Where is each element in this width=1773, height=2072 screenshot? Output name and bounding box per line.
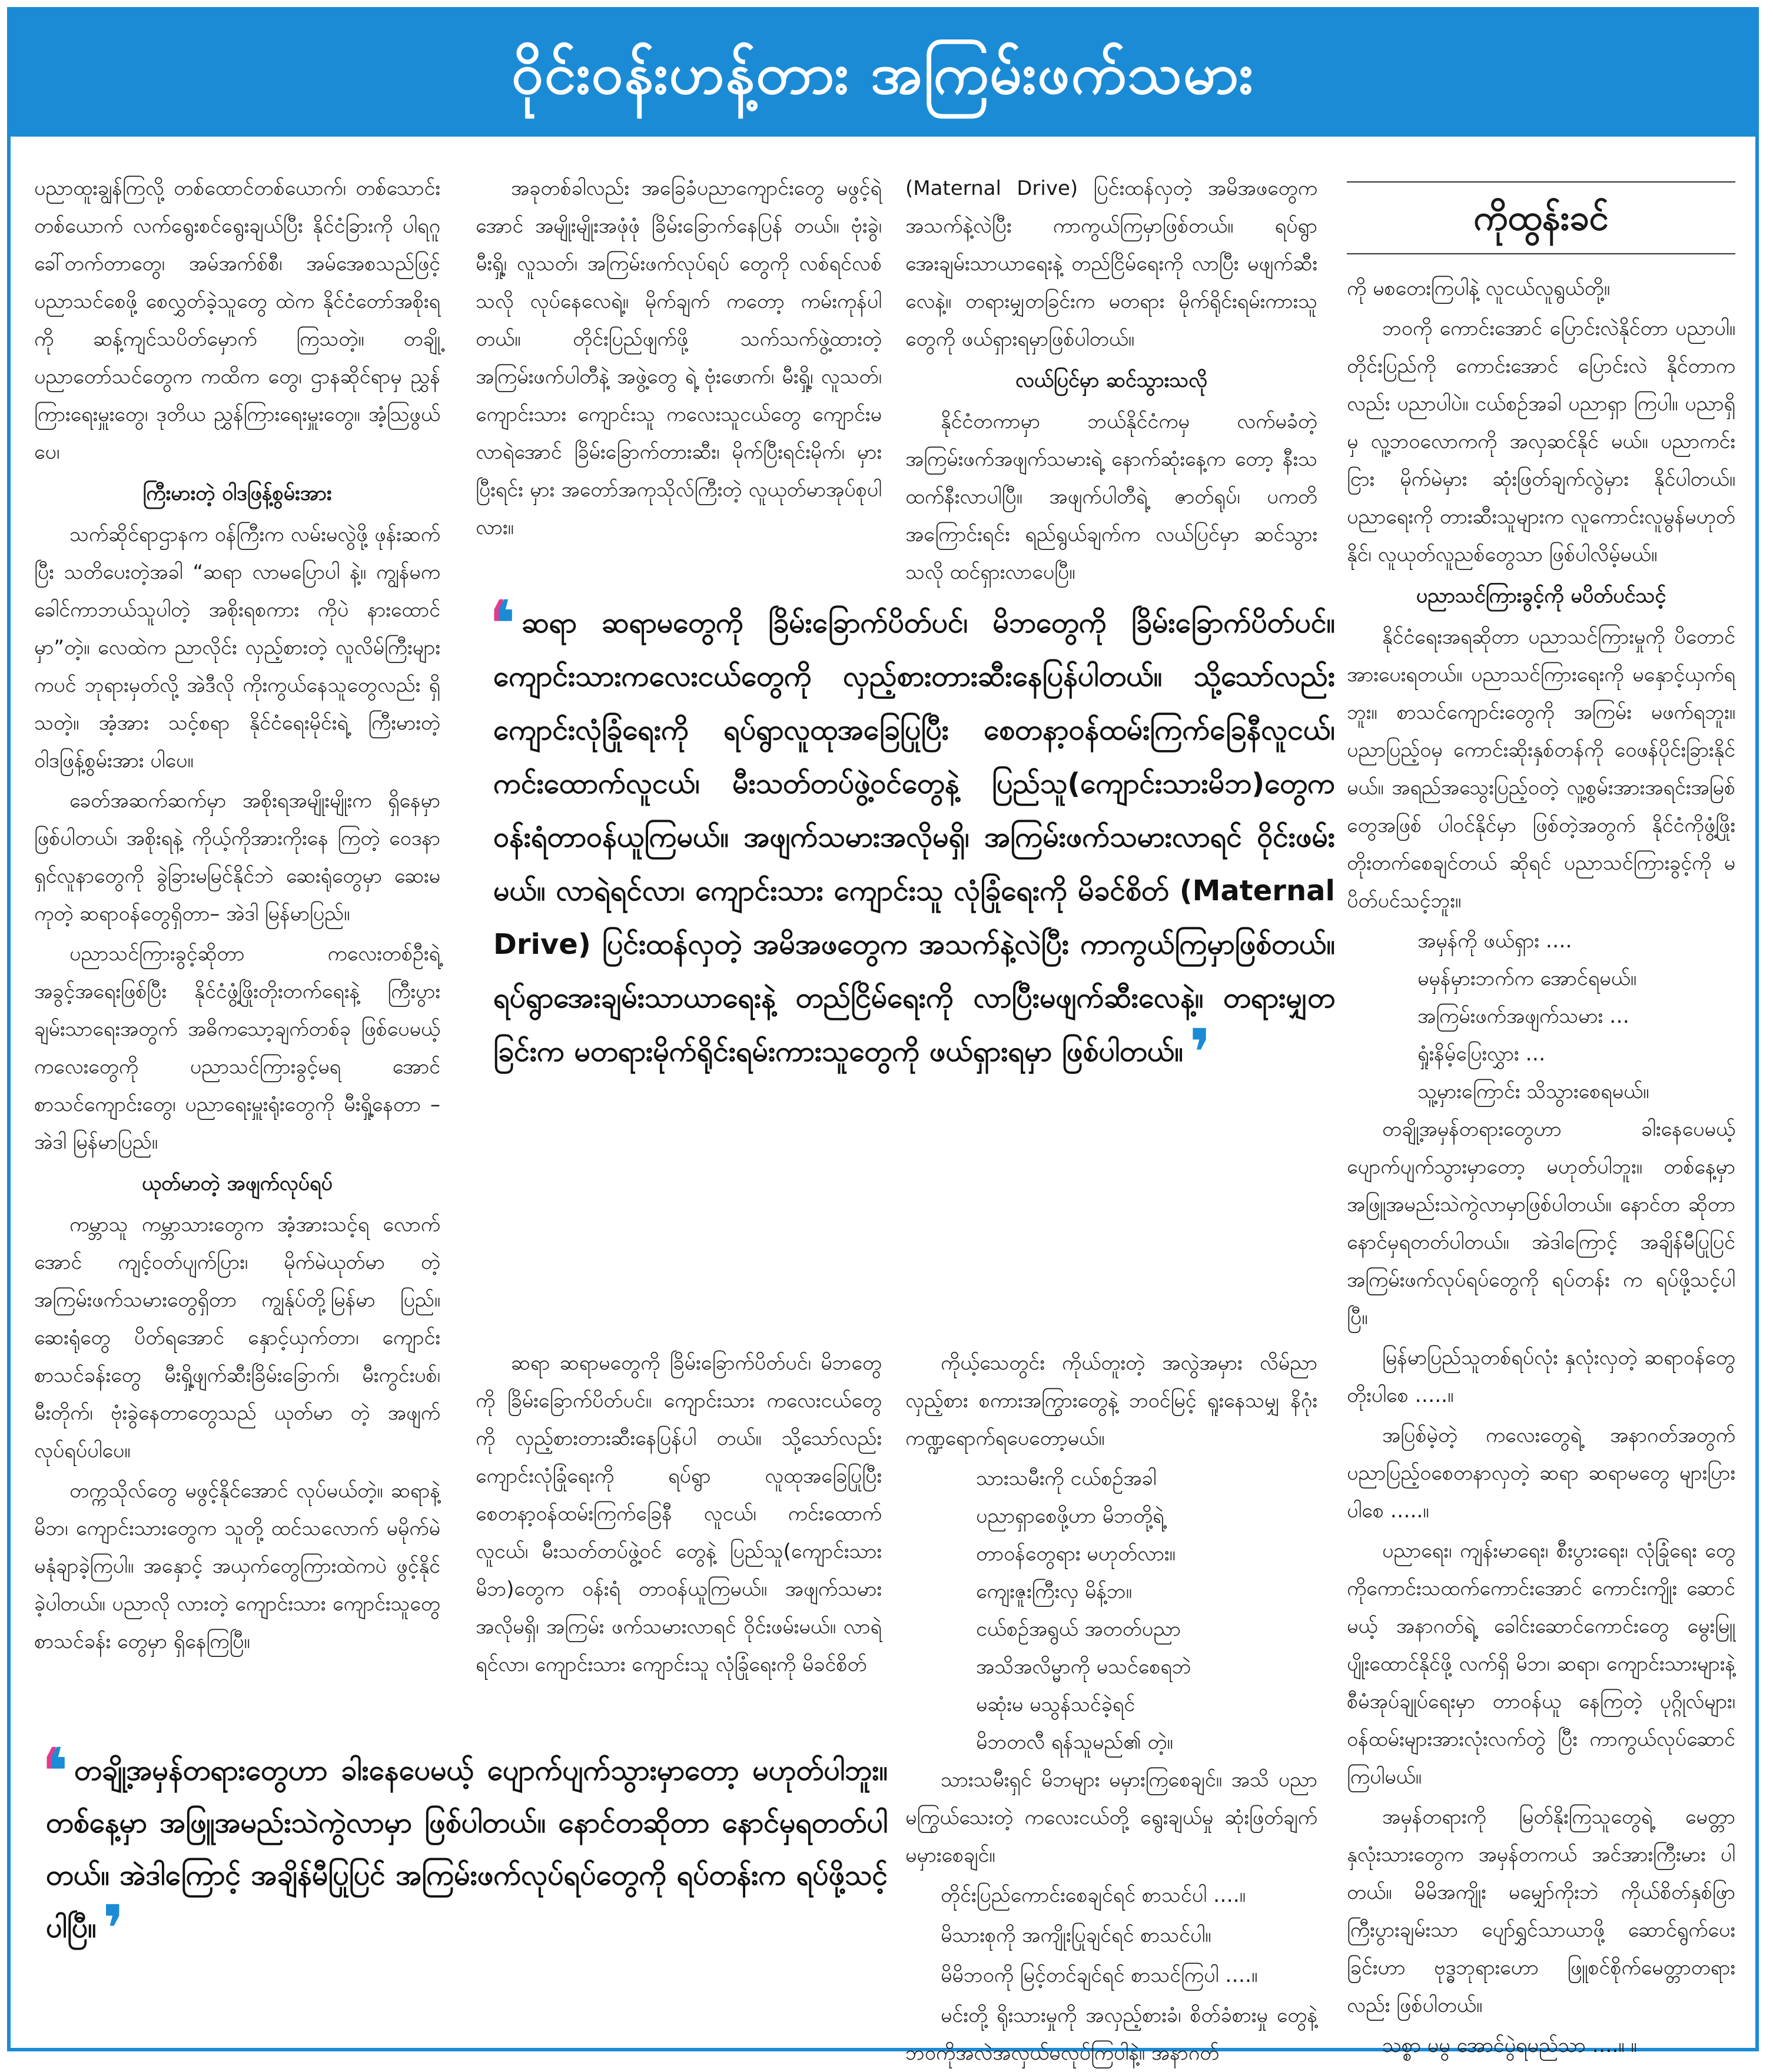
column-3 [905, 170, 1317, 582]
column-5 [476, 1344, 882, 1727]
paragraph: သားသမီးရှင် မိဘများ မမှားကြစေချင်။ အသိ ပညာ မကြွယ်သေးတဲ့ ကလေးငယ်တို့ ရွေးချယ်မှု ဆုံးဖြတ်ချက် မမှားစေချင်။ [905, 1768, 1317, 1867]
open-quote-icon: ❛ [46, 1734, 69, 1809]
pull-quote [493, 586, 1335, 1090]
paragraph: အမှန်တရားကို မြတ်နိုးကြသူတွေရဲ့ မေတ္တာ နှလုံးသားတွေက အမှန်တကယ် အင်အားကြီးမား ပါတယ်။ မိမိအကျိုး မမျှော်ကိုးဘဲ ကိုယ်စိတ်နှစ်ဖြာ ကြီးပွားချမ်းသာ ပျော်ရွှင်သာယာဖို့ ဆောင်ရွက်ပေး ခြင်းဟာ ဗုဒ္ဓဘုရားဟော ဖြူစင်စိုက်မေတ္တာတရား လည်း ဖြစ်ပါတယ်။ [1347, 1805, 1735, 2017]
verse-line: မမှန်မှားဘက်က အောင်ရမယ်။ [1417, 967, 1636, 990]
close-quote-icon: ❜ [102, 1891, 125, 1967]
paragraph: သစ္စာ မမွ အောင်ပွဲရမည်သာ ….။ ။ [1382, 2034, 1637, 2057]
paragraph: သက်ဆိုင်ရာဌာနက ဝန်ကြီးက လမ်းမလွဲဖို့ ဖုန်းဆက်ပြီး သတိပေးတဲ့အခါ “ဆရာ လာမပြောပါ နဲ့။ ကျွန်မက ခေါင်ကာဘယ်သူပါတဲ့ အစိုးရစကား ကိုပဲ နားထောင်မှာ”တဲ့။ လေထဲက ညာလိုင်း လှည့်စားတဲ့ လူလိမ်ကြီးများကပင် ဘုရားမှတ်လို့ အဲဒီလို ကိုးကွယ်နေသူတွေလည်း ရှိသတဲ့။ အံ့အား သင့်စရာ နိုင်ငံရေးမိုင်းရဲ့ ကြီးမားတဲ့ ဝါဒဖြန့်စွမ်းအား ပါပေ။ [34, 523, 440, 773]
column-1 [34, 170, 440, 1663]
column-4 [1347, 270, 1735, 2057]
pull-quote [46, 1734, 888, 1967]
author-byline: ကိုထွန်းခင် [1347, 181, 1735, 254]
verse-line: သားသမီးကို ငယ်စဉ်အခါ [976, 1467, 1157, 1490]
paragraph: ဘဝကို ကောင်းအောင် ပြောင်းလဲနိုင်တာ ပညာပါ။ တိုင်းပြည်ကို ကောင်းအောင် ပြောင်းလဲ နိုင်တာကလည်း ပညာပါပဲ။ ငယ်စဉ်အခါ ပညာရှာ ကြပါ။ ပညာရှိမှ လူ့ဘဝလောကကို အလှဆင်နိုင် မယ်။ ပညာကင်းငြား မိုက်မဲမှား ဆုံးဖြတ်ချက်လွဲမှား နိုင်ပါတယ်။ ပညာရေးကို တားဆီးသူများက လူကောင်းလူမွန်မဟုတ်နိုင်၊ လူယုတ်လူညစ်တွေသာ ဖြစ်ပါလိမ့်မယ်။ [1347, 317, 1735, 566]
paragraph: (Maternal Drive) ပြင်းထန်လှတဲ့ အမိအဖတွေက အသက်နဲ့လဲပြီး ကာကွယ်ကြမှာဖြစ်တယ်။ ရပ်ရွာ အေးချမ်းသာယာရေးနဲ့ တည်ငြိမ်ရေးကို လာပြီး မဖျက်ဆီးလေနဲ့။ တရားမျှတခြင်းက မတရား မိုက်ရိုင်းရမ်းကားသူတွေကို ဖယ်ရှားရမှာဖြစ်ပါတယ်။ [905, 177, 1317, 351]
paragraph: ကို မစတေးကြပါနဲ့ လူငယ်လူရွယ်တို့။ [1347, 277, 1611, 300]
paragraph: ပညာသင်ကြားခွင့်ဆိုတာ ကလေးတစ်ဦးရဲ့ အခွင့်အရေးဖြစ်ပြီး နိုင်ငံဖွံ့ဖြိုးတိုးတက်ရေးနဲ့ ကြီးပွားချမ်းသာရေးအတွက် အဓိကသော့ချက်တစ်ခု ဖြစ်ပေမယ့် ကလေးတွေကို ပညာသင်ကြားခွင့်မရ အောင် စာသင်ကျောင်းတွေ၊ ပညာရေးမှူးရုံးတွေကို မီးရှို့နေတာ – အဲဒါ မြန်မာပြည်။ [34, 942, 440, 1154]
paragraph: မိသားစုကို အကျိုးပြုချင်ရင် စာသင်ပါ။ [941, 1924, 1211, 1947]
verse-line: ပညာရှာစေဖို့ဟာ မိဘတို့ရဲ့ [976, 1504, 1164, 1528]
verse-line: ကျေးဇူးကြီးလှ မိန့်ဘ။ [976, 1580, 1132, 1603]
paragraph: မိမိဘဝကို မြင့်တင်ချင်ရင် စာသင်ကြပါ ….။ [941, 1964, 1258, 1987]
paragraph: တိုင်းပြည်ကောင်းစေချင်ရင် စာသင်ပါ ….။ [941, 1884, 1246, 1907]
verse-line: မိဘတလီ ရန်သူမည်၏ တဲ့။ [976, 1730, 1173, 1754]
verse-line: အမှန်ကို ဖယ်ရှား …. [1417, 929, 1572, 953]
verse-line: အသိအလိမ္မာကို မသင်စေရဘဲ [976, 1655, 1191, 1679]
paragraph: ကိုယ့်သေတွင်း ကိုယ်တူးတဲ့ အလွဲအမှား လိမ်ညာလှည့်စား စကားအကြွားတွေနဲ့ ဘဝင်မြင့် ရူးနေသမျှ နိဂုံးကဏ္ဍရောက်ရပေတော့မယ်။ [905, 1351, 1317, 1450]
verse-line: တာဝန်တွေရား မဟုတ်လား။ [976, 1542, 1176, 1566]
column-2 [476, 170, 882, 582]
paragraph: ကမ္ဘာသူ ကမ္ဘာသားတွေက အံ့အားသင့်ရ လောက်အောင် ကျင့်ဝတ်ပျက်ပြား၊ မိုက်မဲယုတ်မာ တဲ့ အကြမ်းဖက်သမားတွေရှိတာ ကျွန်ုပ်တို့မြန်မာ ပြည်။ ဆေးရုံတွေ ပိတ်ရအောင် နှောင့်ယှက်တာ၊ ကျောင်းစာသင်ခန်းတွေ မီးရှို့ဖျက်ဆီးခြိမ်းခြောက်၊ မီးကွင်းပစ်၊ မီးတိုက်၊ ဗုံးခွဲနေတာတွေသည် ယုတ်မာ တဲ့ အဖျက်လုပ်ရပ်ပါပေ။ [34, 1213, 440, 1463]
subheading: လယ်ပြင်မှာ ဆင်သွားသလို [1015, 369, 1208, 392]
subheading: ယုတ်မာတဲ့ အဖျက်လုပ်ရပ် [142, 1172, 333, 1195]
column-6 [905, 1344, 1317, 2065]
verse-line: အကြမ်းဖက်အဖျက်သမား … [1417, 1004, 1629, 1028]
paragraph: မင်းတို့ ရိုးသားမှုကို အလှည့်စားခံ၊ စိတ်ခံစားမှု တွေနဲ့ ဘဝကိုအလဲအလှယ်မလုပ်ကြပါနဲ့။ အနာဂတ် [905, 2004, 1317, 2065]
open-quote-icon: ❛ [493, 586, 516, 662]
paragraph: တက္ကသိုလ်တွေ မဖွင့်နိုင်အောင် လုပ်မယ်တဲ့။ ဆရာနဲ့ မိဘ၊ ကျောင်းသားတွေက သူတို့ ထင်သလောက် မမိုက်မဲ မနုံချာခဲ့ကြပါ။ အနှောင့် အယှက်တွေကြားထဲကပဲ ဖွင့်နိုင်ခဲ့ပါတယ်။ ပညာလို လားတဲ့ ကျောင်းသား ကျောင်းသူတွေ စာသင်ခန်း တွေမှာ ရှိနေကြပြီ။ [34, 1479, 440, 1653]
paragraph: ပညာရေး၊ ကျန်းမာရေး၊ စီးပွားရေး၊ လုံခြုံရေး တွေကိုကောင်းသထက်ကောင်းအောင် ကောင်းကျိုး ဆောင်မယ့် အနာဂတ်ရဲ့ ခေါင်းဆောင်ကောင်းတွေ မွေးမြူပျိုးထောင်နိုင်ဖို့ လက်ရှိ မိဘ၊ ဆရာ၊ ကျောင်းသားများနဲ့ စီမံအုပ်ချုပ်ရေးမှာ တာဝန်ယူ နေကြတဲ့ ပုဂ္ဂိုလ်များ၊ ဝန်ထမ်းများအားလုံးလက်တွဲ ပြီး ကာကွယ်လုပ်ဆောင်ကြပါမယ်။ [1347, 1539, 1735, 1789]
subheading: ကြီးမားတဲ့ ဝါဒဖြန့်စွမ်းအား [142, 482, 332, 505]
subheading: ပညာသင်ကြားခွင့်ကို မပိတ်ပင်သင့် [1416, 584, 1666, 608]
paragraph: တချို့အမှန်တရားတွေဟာ ခါးနေပေမယ့် ပျောက်ပျက်သွားမှာတော့ မဟုတ်ပါဘူး။ တစ်နေ့မှာ အဖြူအမည်းသဲကွဲလာမှာဖြစ်ပါတယ်။ နောင်တ ဆိုတာ နောင်မှရတတ်ပါတယ်။ အဲဒါကြောင့် အချိန်မီပြုပြင်အကြမ်းဖက်လုပ်ရပ်တွေကို ရပ်တန်း က ရပ်ဖို့သင့်ပါပြီ။ [1347, 1118, 1735, 1330]
article-frame [7, 7, 1759, 2065]
paragraph: အပြစ်မဲ့တဲ့ ကလေးတွေရဲ့ အနာဂတ်အတွက် ပညာပြည့်ဝစေတနာလှတဲ့ ဆရာ ဆရာမတွေ များပြားပါစေ …..။ [1347, 1424, 1735, 1523]
verse-line: မဆုံးမ မသွန်သင်ခဲ့ရင် [976, 1693, 1135, 1716]
headline: ဝိုင်းဝန်းဟန့်တား အကြမ်းဖက်သမား [11, 11, 1755, 137]
paragraph: နိုင်ငံရေးအရဆိုတာ ပညာသင်ကြားမှုကို ပိတောင်အားပေးရတယ်။ ပညာသင်ကြားရေးကို မနှောင့်ယှက်ရဘူး။ စာသင်ကျောင်းတွေကို အကြမ်း မဖက်ရဘူး။ ပညာပြည့်ဝမှ ကောင်းဆိုးနှစ်တန်ကို ဝေဖန်ပိုင်းခြားနိုင်မယ်။ အရည်အသွေးပြည့်ဝတဲ့ လူ့စွမ်းအားအရင်းအမြစ်တွေအဖြစ် ပါဝင်နိုင်မှာ ဖြစ်တဲ့အတွက် နိုင်ငံကိုဖွံ့ဖြိုးတိုးတက်စေချင်တယ် ဆိုရင် ပညာသင်ကြားခွင့်ကို မပိတ်ပင်သင့်ဘူး။ [1347, 625, 1735, 913]
paragraph: ဆရာ ဆရာမတွေကို ခြိမ်းခြောက်ပိတ်ပင်၊ မိဘတွေကို ခြိမ်းခြောက်ပိတ်ပင်။ ကျောင်းသား ကလေးငယ်တွေကို လှည့်စားတားဆီးနေပြန်ပါ တယ်။ သို့သော်လည်း ကျောင်းလုံခြုံရေးကို ရပ်ရွာ လူထုအခြေပြုပြီး စေတနာ့ဝန်ထမ်းကြက်ခြေနီ လူငယ်၊ ကင်းထောက်လူငယ်၊ မီးသတ်တပ်ဖွဲ့ဝင် တွေနဲ့ ပြည်သူ(ကျောင်းသားမိဘ)တွေက ဝန်းရံ တာဝန်ယူကြမယ်။ အဖျက်သမားအလိုမရှိ၊ အကြမ်း ဖက်သမားလာရင် ဝိုင်းဖမ်းမယ်။ လာရဲရင်လာ၊ ကျောင်းသား ကျောင်းသူ လုံခြုံရေးကို မိခင်စိတ် [476, 1351, 882, 1676]
verse-line: ရှုံးနိမ့်ပြေးလွှား … [1417, 1042, 1546, 1066]
verse-line: သူ့မှားကြောင်း သိသွားစေရမယ်။ [1417, 1080, 1649, 1103]
paragraph: ခေတ်အဆက်ဆက်မှာ အစိုးရအမျိုးမျိုးက ရှိနေမှာဖြစ်ပါတယ်၊ အစိုးရနဲ့ ကိုယ့်ကိုအားကိုးနေ ကြတဲ့ ဝေဒနာရှင်လူနာတွေကို ခွဲခြားမမြင်နိုင်ဘဲ ဆေးရုံတွေမှာ ဆေးမကုတဲ့ ဆရာဝန်တွေရှိတာ– အဲဒါ မြန်မာပြည်။ [34, 789, 440, 926]
pull-quote-text: ဆရာ ဆရာမတွေကို ခြိမ်းခြောက်ပိတ်ပင်၊ မိဘတွေကို ခြိမ်းခြောက်ပိတ်ပင်။ ကျောင်းသားကလေးငယ်တွေကို လှည့်စားတားဆီးနေပြန်ပါတယ်။ သို့သော်လည်း ကျောင်းလုံခြုံရေးကို ရပ်ရွာလူထုအခြေပြုပြီး စေတနာ့ဝန်ထမ်းကြက်ခြေနီလူငယ်၊ ကင်းထောက်လူငယ်၊ မီးသတ်တပ်ဖွဲ့ဝင်တွေနဲ့ ပြည်သူ(ကျောင်းသားမိဘ)တွေက ဝန်းရံတာဝန်ယူကြမယ်။ အဖျက်သမားအလိုမရှိ၊ အကြမ်းဖက်သမားလာရင် ဝိုင်းဖမ်းမယ်။ လာရဲရင်လာ၊ ကျောင်းသား ကျောင်းသူ လုံခြုံရေးကို မိခင်စိတ် (Maternal Drive) ပြင်းထန်လှတဲ့ အမိအဖတွေက အသက်နဲ့လဲပြီး ကာကွယ်ကြမှာဖြစ်တယ်။ ရပ်ရွာအေးချမ်းသာယာရေးနဲ့ တည်ငြိမ်ရေးကို လာပြီးမဖျက်ဆီးလေနဲ့။ တရားမျှတခြင်းက မတရားမိုက်ရိုင်းရမ်းကားသူတွေကို ဖယ်ရှားရမှာ ဖြစ်ပါတယ်။ [493, 606, 1335, 1068]
pull-quote-text: တချို့အမှန်တရားတွေဟာ ခါးနေပေမယ့် ပျောက်ပျက်သွားမှာတော့ မဟုတ်ပါဘူး။ တစ်နေ့မှာ အဖြူအမည်းသဲကွဲလာမှာ ဖြစ်ပါတယ်။ နောင်တဆိုတာ နောင်မှရတတ်ပါတယ်။ အဲဒါကြောင့် အချိန်မီပြုပြင် အကြမ်းဖက်လုပ်ရပ်တွေကို ရပ်တန်းက ရပ်ဖို့သင့်ပါပြီ။ [46, 1754, 888, 1944]
paragraph: အခုတစ်ခါလည်း အခြေခံပညာကျောင်းတွေ မဖွင့်ရဲအောင် အမျိုးမျိုးအဖုံဖုံ ခြိမ်းခြောက်နေပြန် တယ်။ ဗုံးခွဲ၊ မီးရှို့၊ လူသတ်၊ အကြမ်းဖက်လုပ်ရပ် တွေကို လစ်ရင်လစ်သလို လုပ်နေလေရဲ့။ မိုက်ချက် ကတော့ ကမ်းကုန်ပါတယ်။ တိုင်းပြည်ဖျက်ဖို့ သက်သက်ဖွဲ့ထားတဲ့ အကြမ်းဖက်ပါတီနဲ့ အဖွဲ့တွေ ရဲ့ ဗုံးဖောက်၊ မီးရှို့၊ လူသတ်၊ ကျောင်းသား ကျောင်းသူ ကလေးသူငယ်တွေ ကျောင်းမလာရဲအောင် ခြိမ်းခြောက်တားဆီး၊ မိုက်ပြီးရင်းမိုက်၊ မှားပြီးရင်း မှား အတော်အကုသိုလ်ကြီးတဲ့ လူယုတ်မာအုပ်စုပါ လား။ [476, 177, 882, 539]
verse-line: ငယ်စဉ်အရွယ် အတတ်ပညာ [976, 1617, 1181, 1641]
paragraph: မြန်မာပြည်သူတစ်ရပ်လုံး နှလုံးလှတဲ့ ဆရာဝန်တွေ တိုးပါစေ …..။ [1347, 1346, 1735, 1407]
paragraph: ပညာထူးချွန်ကြလို့ တစ်ထောင်တစ်ယောက်၊ တစ်သောင်းတစ်ယောက် လက်ရွေးစင်ရွေးချယ်ပြီး နိုင်ငံခြားကို ပါရဂူ ခေါ်တက်တာတွေ၊ အမ်အက်စ်စီ၊ အမ်အေစသည်ဖြင့် ပညာသင်စေဖို့ စေလွှတ်ခဲ့သူတွေ ထဲက နိုင်ငံတော်အစိုးရကို ဆန့်ကျင်သပိတ်မှောက် ကြသတဲ့။ တချို့ ပညာတော်သင်တွေက ကထိက တွေ၊ ဌာနဆိုင်ရာမှ ညွှန်ကြားရေးမှူးတွေ၊ ဒုတိယ ညွှန်ကြားရေးမှူးတွေ။ အံ့သြဖွယ်ပေ၊ [34, 177, 440, 464]
close-quote-icon: ❜ [1188, 1015, 1211, 1090]
paragraph: နိုင်ငံတကာမှာ ဘယ်နိုင်ငံကမှ လက်မခံတဲ့ အကြမ်းဖက်အဖျက်သမားရဲ့ နောက်ဆုံးနေ့က တော့ နီးသထက်နီးလာပါပြီ။ အဖျက်ပါတီရဲ့ ဇာတ်ရုပ်၊ ပကတိအကြောင်းရင်း ရည်ရွယ်ချက်က လယ်ပြင်မှာ ဆင်သွားသလို ထင်ရှားလာပေပြီ။ [905, 410, 1317, 584]
